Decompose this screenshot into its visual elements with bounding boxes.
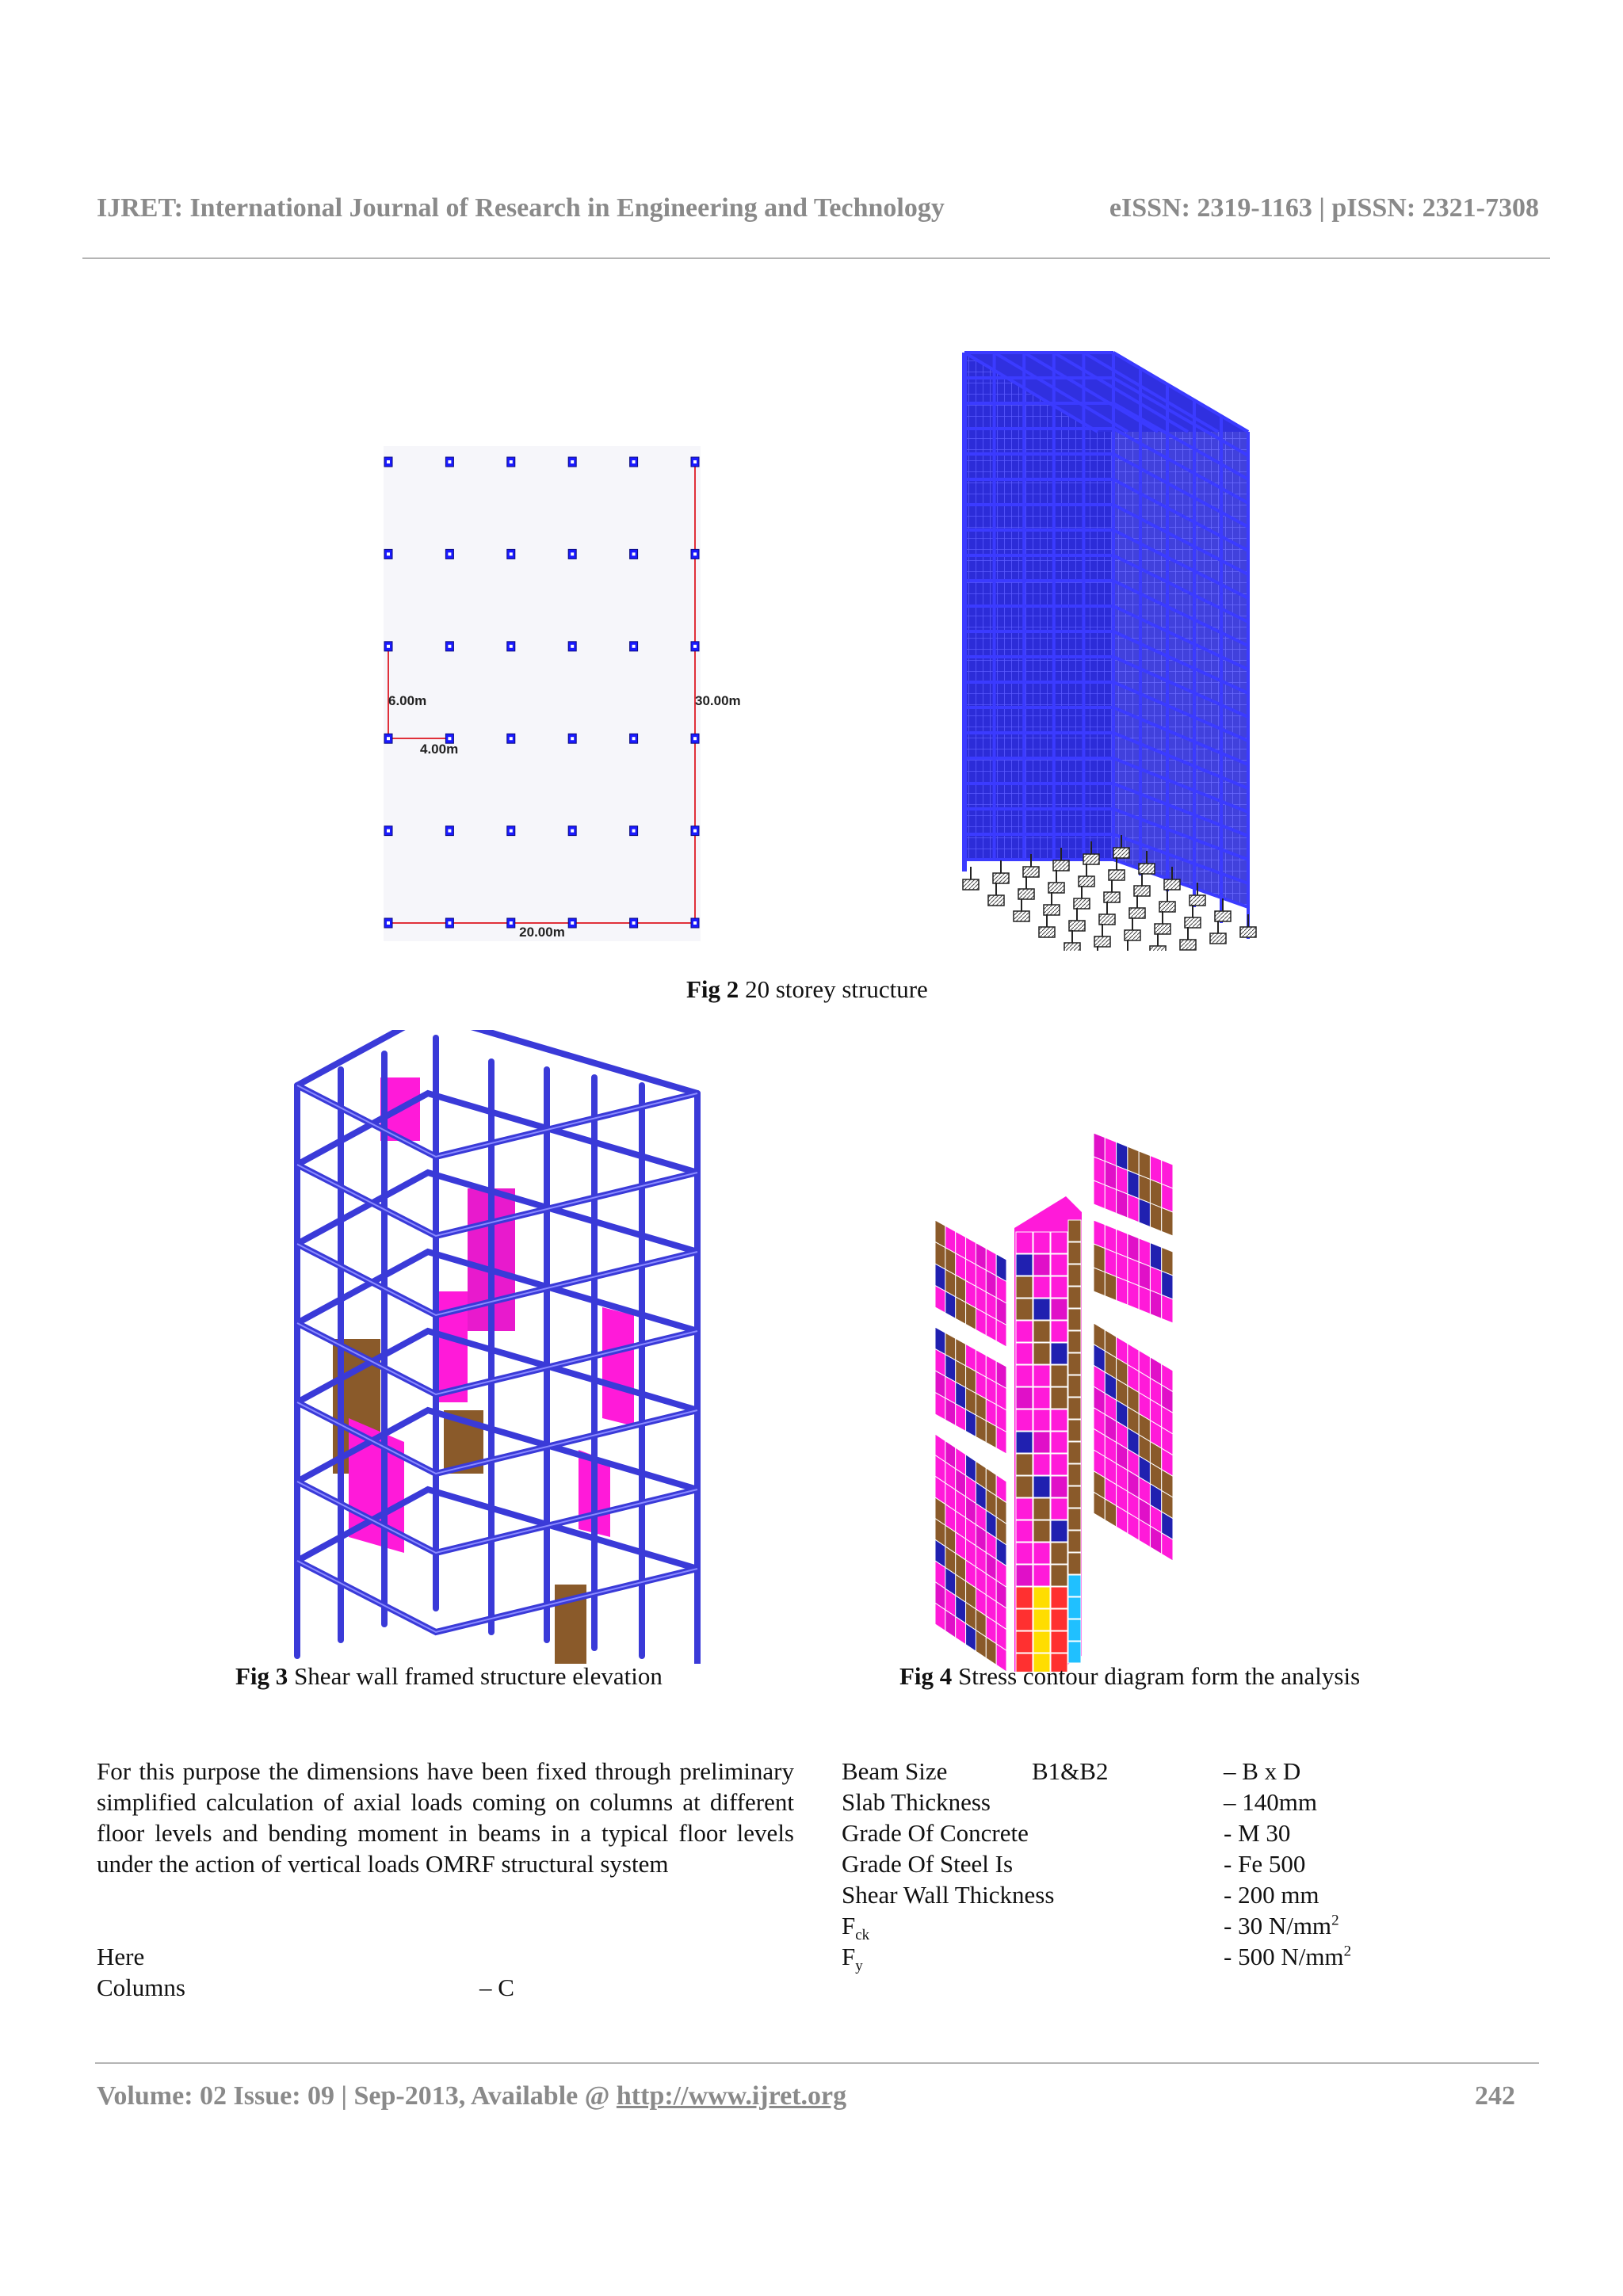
core-stress-cell	[1016, 1232, 1033, 1253]
core-stress-cell	[1033, 1232, 1050, 1253]
core-side-cell	[1068, 1531, 1081, 1552]
support-base	[1240, 927, 1256, 937]
plan-column-core	[510, 552, 513, 555]
plan-column-core	[571, 645, 574, 648]
core-stress-cell	[1051, 1476, 1067, 1497]
plan-column-core	[448, 830, 451, 833]
support-base	[1039, 927, 1055, 937]
core-stress-cell	[1033, 1454, 1050, 1475]
core-stress-cell	[1033, 1387, 1050, 1409]
core-stress-cell	[1016, 1276, 1033, 1298]
core-stress-cell	[1051, 1387, 1067, 1409]
core-stress-cell	[1016, 1609, 1033, 1630]
core-stress-cell	[1016, 1387, 1033, 1409]
journal-title: IJRET: International Journal of Research in Engineering and Technology	[97, 193, 945, 223]
columns-label: Columns	[97, 1974, 185, 2001]
support-base	[1155, 924, 1170, 934]
support-base	[1014, 911, 1029, 921]
page-number: 242	[1475, 2081, 1515, 2111]
core-side-cell	[1068, 1220, 1081, 1241]
core-stress-cell	[1051, 1631, 1067, 1653]
fig2-plan-view	[372, 440, 769, 947]
plan-column-core	[387, 830, 390, 833]
plan-column-core	[387, 737, 390, 740]
plan-column-core	[387, 552, 390, 555]
core-stress-cell	[1033, 1587, 1050, 1608]
core-stress-cell	[1051, 1543, 1067, 1564]
stress-cell	[1128, 1281, 1139, 1310]
body-paragraph: For this purpose the dimensions have been fixed through preliminary simplified calculation of axial loads coming on columns at different floor levels and bending moment in beams in a typical floor levels under the action of vertical loads OMRF structural system	[97, 1757, 794, 1878]
frame-floor-beam-back	[297, 1030, 697, 1093]
core-stress-cell	[1051, 1365, 1067, 1386]
stress-cell	[1117, 1189, 1128, 1218]
plan-column-core	[387, 921, 390, 925]
core-side-cell	[1068, 1597, 1081, 1619]
frame-floor-beam	[297, 1561, 697, 1632]
core-stress-cell	[1016, 1498, 1033, 1520]
issn: eISSN: 2319-1163 | pISSN: 2321-7308	[1109, 193, 1539, 223]
support-base	[1150, 946, 1166, 951]
core-side-cell	[1068, 1375, 1081, 1397]
here-label: Here	[97, 1943, 145, 1970]
core-stress-cell	[1033, 1365, 1050, 1386]
support-base	[1083, 854, 1099, 864]
support-base	[1099, 914, 1115, 925]
core-stress-cell	[1051, 1587, 1067, 1608]
plan-column-core	[510, 645, 513, 648]
support-base	[1139, 864, 1155, 874]
fig3-shear-wall-frame	[285, 1030, 713, 1664]
support-base	[1125, 930, 1140, 940]
support-base	[1210, 933, 1226, 944]
support-base	[1023, 867, 1039, 877]
support-base	[988, 895, 1004, 906]
core-stress-cell	[1016, 1587, 1033, 1608]
fig2-label: Fig 2	[686, 975, 739, 1003]
support-base	[1129, 908, 1145, 918]
plan-column-core	[571, 737, 574, 740]
core-stress-cell	[1033, 1543, 1050, 1564]
plan-column-core	[693, 645, 697, 648]
plan-column-core	[632, 830, 636, 833]
support-base	[1094, 936, 1110, 947]
plan-column-core	[448, 645, 451, 648]
core-stress-cell	[1016, 1520, 1033, 1542]
core-side-cell	[1068, 1575, 1081, 1596]
core-stress-cell	[1033, 1321, 1050, 1342]
stress-cell	[1117, 1276, 1128, 1305]
plan-column-core	[571, 921, 574, 925]
dim-30m: 30.00m	[695, 693, 741, 708]
core-side-cell	[1068, 1398, 1081, 1419]
frame-floor-beam	[297, 1085, 697, 1157]
plan-column-core	[510, 737, 513, 740]
plan-column-core	[693, 921, 697, 925]
core-side-cell	[1068, 1464, 1081, 1486]
support-base	[1164, 879, 1180, 890]
core-stress-cell	[1033, 1631, 1050, 1653]
core-stress-cell	[1033, 1432, 1050, 1453]
plan-column-core	[632, 737, 636, 740]
stress-cell	[1139, 1199, 1150, 1227]
core-stress-cell	[1051, 1254, 1067, 1276]
core-stress-cell	[1051, 1299, 1067, 1320]
plan-column-core	[632, 921, 636, 925]
core-stress-cell	[1033, 1609, 1050, 1630]
core-stress-cell	[1033, 1565, 1050, 1586]
support-base	[1018, 889, 1034, 899]
core-stress-cell	[1016, 1365, 1033, 1386]
core-stress-cell	[1033, 1254, 1050, 1276]
core-side-cell	[1068, 1353, 1081, 1375]
support-base	[1109, 870, 1125, 880]
support-base	[1113, 848, 1129, 858]
core-stress-cell	[1016, 1432, 1033, 1453]
support-base	[1079, 876, 1094, 887]
plan-column-core	[632, 460, 636, 463]
header-rule	[82, 257, 1550, 259]
core-stress-cell	[1051, 1454, 1067, 1475]
footer-rule	[95, 2062, 1539, 2064]
core-stress-cell	[1033, 1343, 1050, 1364]
plan-column-core	[448, 460, 451, 463]
core-side-cell	[1068, 1331, 1081, 1352]
fig4-label: Fig 4	[899, 1662, 953, 1690]
plan-column-core	[510, 460, 513, 463]
stress-cell	[1094, 1268, 1105, 1296]
core-stress-cell	[1016, 1631, 1033, 1653]
core-stress-cell	[1033, 1520, 1050, 1542]
support-base	[1159, 902, 1175, 912]
core-side-cell	[1068, 1553, 1081, 1574]
spec-row-beam: Beam Size B1&B2 – B x D	[842, 1757, 1301, 1785]
core-stress-cell	[1033, 1299, 1050, 1320]
core-stress-cell	[1051, 1565, 1067, 1586]
support-base	[993, 873, 1009, 883]
fig4-text: Stress contour diagram form the analysis	[958, 1662, 1361, 1690]
plan-column-core	[632, 645, 636, 648]
frame-beam-highlight	[297, 1085, 697, 1157]
fig3-caption	[235, 1662, 663, 1691]
support-base	[1134, 886, 1150, 896]
support-base	[1180, 940, 1196, 950]
core-stress-cell	[1051, 1432, 1067, 1453]
dim-20m: 20.00m	[519, 925, 565, 940]
stress-cell	[1162, 1295, 1173, 1323]
core-stress-cell	[1016, 1454, 1033, 1475]
core-side-cell	[1068, 1619, 1081, 1641]
support-base	[1104, 892, 1120, 902]
plan-column-core	[510, 830, 513, 833]
stress-cell	[1150, 1203, 1161, 1232]
stress-cell	[1150, 1291, 1161, 1319]
core-side-cell	[1068, 1287, 1081, 1308]
columns-row	[97, 1972, 514, 2003]
stress-cell	[1139, 1286, 1150, 1314]
support-base	[1185, 917, 1201, 928]
core-stress-cell	[1033, 1409, 1050, 1431]
fig2-3d-model	[947, 305, 1272, 951]
stress-cell	[1162, 1207, 1173, 1236]
support-base	[963, 879, 979, 890]
core-stress-cell	[1016, 1409, 1033, 1431]
support-base	[1044, 905, 1060, 915]
columns-value: – C	[479, 1974, 514, 2001]
plan-column-core	[693, 830, 697, 833]
plan-column-core	[693, 460, 697, 463]
support-base	[1069, 921, 1085, 931]
core-stress-cell	[1051, 1409, 1067, 1431]
core-stress-cell	[1016, 1343, 1033, 1364]
plan-column-core	[510, 921, 513, 925]
fig2-caption	[686, 975, 928, 1004]
support-base	[1048, 883, 1064, 893]
fig2-text: 20 storey structure	[745, 975, 928, 1003]
core-stress-cell	[1051, 1232, 1067, 1253]
plan-column-core	[448, 737, 451, 740]
spec-row-fck: $F_{ck}$ - 30 $N/mm^2$	[842, 1912, 1339, 1944]
stress-cell	[1128, 1194, 1139, 1222]
stress-cell	[1105, 1185, 1116, 1214]
fig3-label: Fig 3	[235, 1662, 288, 1690]
spec-row-slab: Slab Thickness – 140mm	[842, 1788, 1317, 1816]
core-stress-cell	[1016, 1565, 1033, 1586]
core-side-cell	[1068, 1420, 1081, 1441]
core-stress-cell	[1033, 1476, 1050, 1497]
core-side-cell	[1068, 1442, 1081, 1463]
core-stress-cell	[1051, 1343, 1067, 1364]
spec-row-concrete: Grade Of Concrete - M 30	[842, 1819, 1291, 1847]
core-stress-cell	[1051, 1498, 1067, 1520]
core-stress-cell	[1033, 1498, 1050, 1520]
support-base	[1053, 860, 1069, 871]
spec-row-shear-wall: Shear Wall Thickness - 200 mm	[842, 1881, 1319, 1909]
core-stress-cell	[1016, 1321, 1033, 1342]
plan-column-core	[387, 460, 390, 463]
support-base	[1215, 911, 1231, 921]
plan-column-core	[632, 552, 636, 555]
core-side-cell	[1068, 1309, 1081, 1330]
plan-column-core	[571, 460, 574, 463]
footer-volume: Volume: 02 Issue: 09 | Sep-2013, Available @ http://www.ijret.org	[97, 2081, 847, 2111]
core-stress-cell	[1051, 1520, 1067, 1542]
support-base	[1064, 943, 1080, 951]
stress-cell	[1105, 1272, 1116, 1301]
core-stress-cell	[1033, 1276, 1050, 1298]
core-stress-cell	[1051, 1609, 1067, 1630]
core-side-cell	[1068, 1642, 1081, 1663]
plan-column-core	[571, 830, 574, 833]
plan-column-core	[387, 645, 390, 648]
core-stress-cell	[1016, 1476, 1033, 1497]
plan-column-core	[571, 552, 574, 555]
support-base	[1074, 898, 1090, 909]
shear-wall-panel	[602, 1307, 634, 1426]
dim-4m: 4.00m	[420, 742, 459, 757]
journal-link[interactable]: http://www.ijret.org	[616, 2081, 847, 2111]
dim-6m: 6.00m	[388, 693, 427, 708]
support-base	[1190, 895, 1205, 906]
stress-cell	[1094, 1180, 1105, 1209]
core-side-cell	[1068, 1486, 1081, 1508]
core-side-cell	[1068, 1242, 1081, 1264]
footer	[97, 2081, 1515, 2111]
spec-list	[842, 1756, 1476, 1975]
plan-column-core	[693, 737, 697, 740]
core-side-cell	[1068, 1264, 1081, 1286]
fig4-stress-contour	[935, 1133, 1363, 1672]
core-stress-cell	[1051, 1276, 1067, 1298]
core-stress-cell	[1051, 1321, 1067, 1342]
fig3-text: Shear wall framed structure elevation	[294, 1662, 663, 1690]
core-stress-cell	[1016, 1299, 1033, 1320]
spec-row-fy: $F_y$ - 500 $N/mm^2$	[842, 1943, 1352, 1975]
core-side-cell	[1068, 1508, 1081, 1530]
running-header	[97, 193, 1539, 223]
core-stress-cell	[1016, 1543, 1033, 1564]
fig4-caption	[899, 1662, 1360, 1691]
plan-column-core	[448, 552, 451, 555]
spec-row-steel: Grade Of Steel Is - Fe 500	[842, 1850, 1306, 1878]
plan-column-core	[693, 552, 697, 555]
core-stress-cell	[1016, 1254, 1033, 1276]
plan-column-core	[448, 921, 451, 925]
frame-beam-highlight	[297, 1561, 697, 1632]
